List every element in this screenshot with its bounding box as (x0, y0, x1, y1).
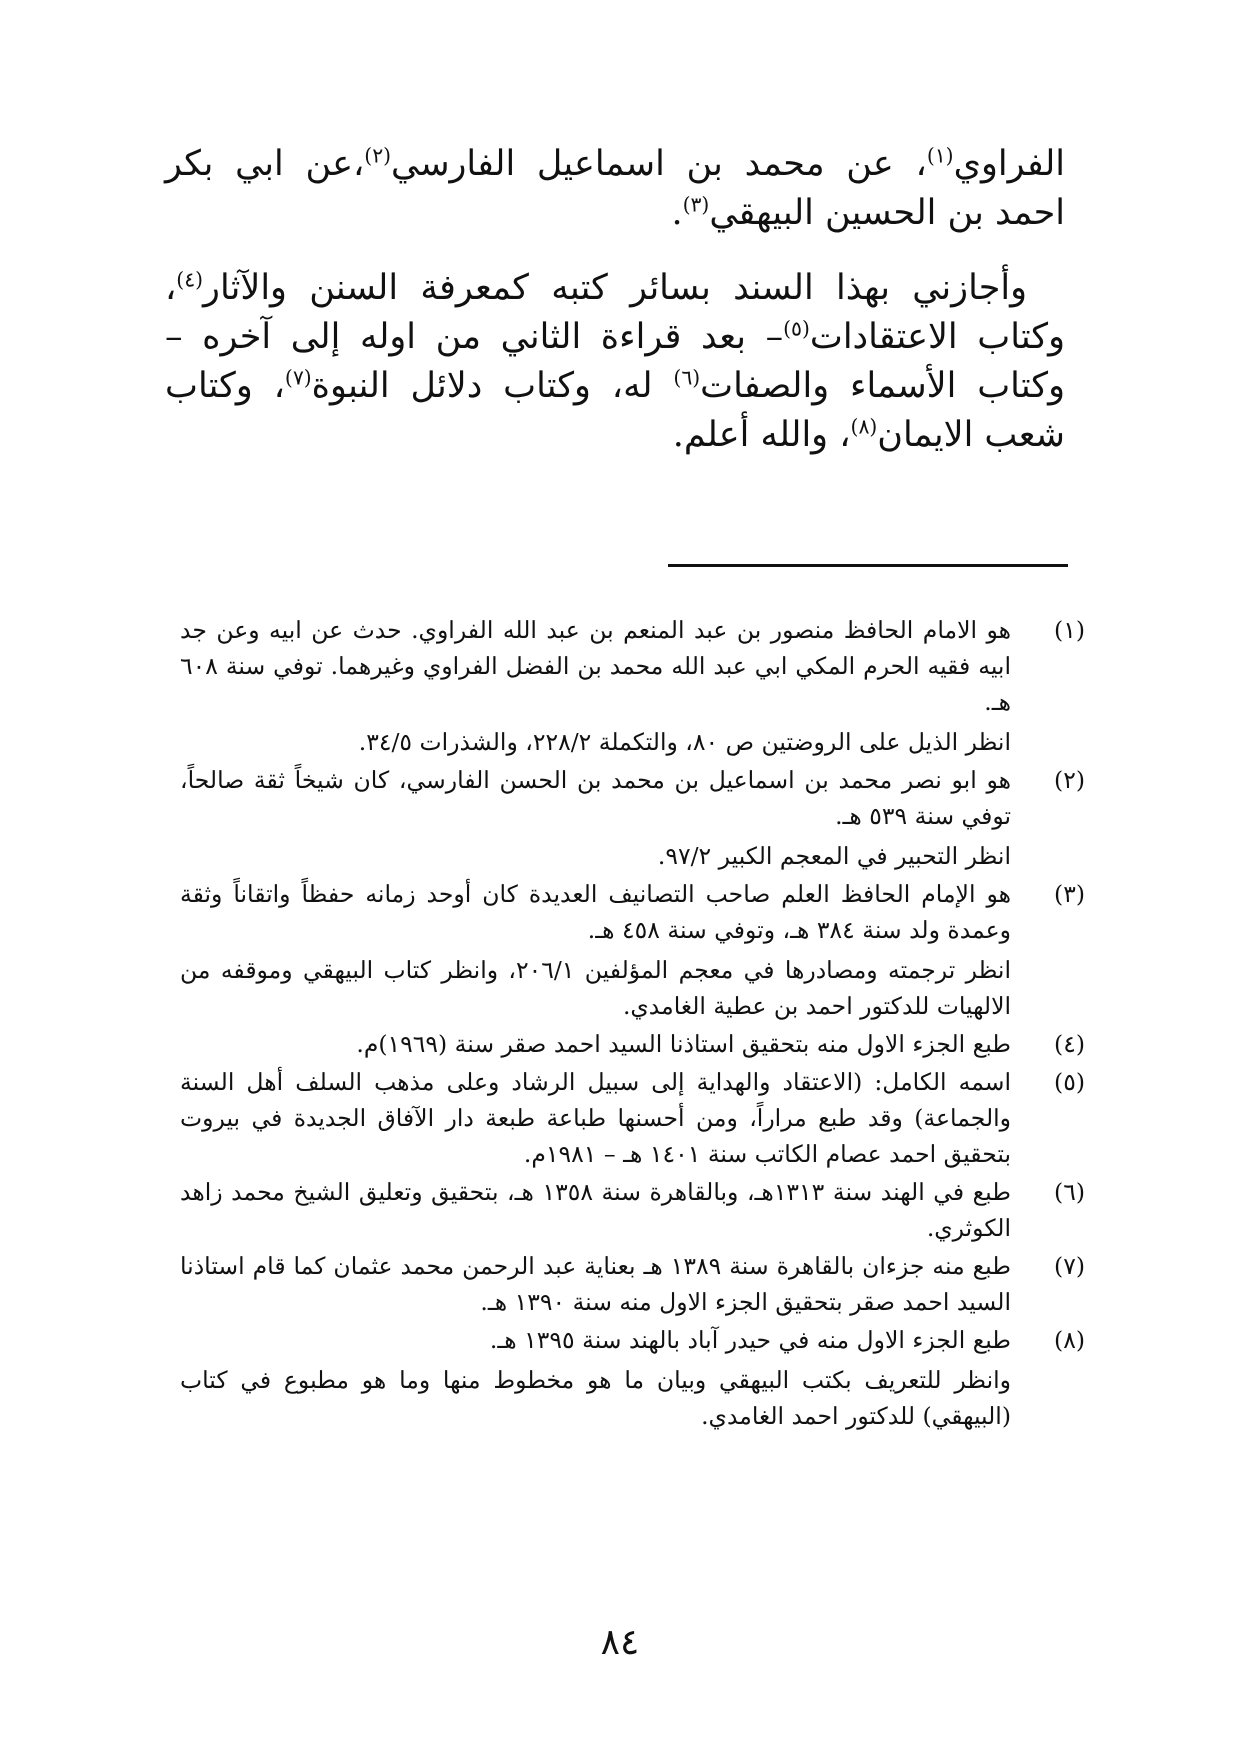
footnote-ref[interactable]: (٣) (682, 192, 710, 217)
footnote-item (180, 612, 1085, 760)
footnote-text: طبع الجزء الاول منه بتحقيق استاذنا السيد احمد صقر سنة (١٩٦٩)م. (356, 1030, 1011, 1058)
footnote-item (180, 1064, 1085, 1172)
footnote-ref[interactable]: (١) (926, 143, 954, 168)
footnote-number: (٢) (1054, 766, 1085, 794)
footnote-item (180, 762, 1085, 874)
footnote-ref[interactable]: (٦) (673, 365, 701, 390)
footnote-number: (٤) (1054, 1030, 1085, 1058)
footnote-number: (٧) (1054, 1252, 1085, 1280)
footnote-text: هو الإمام الحافظ العلم صاحب التصانيف العديدة كان أوحد زمانه حفظاً واتقاناً وثقة وعمدة ولد سنة ٣٨٤ هـ، وتوفي سنة ٤٥٨ هـ. (180, 880, 1011, 944)
footnote-ref[interactable]: (٧) (284, 365, 312, 390)
main-paragraph-2: وأجازني بهذا السند بسائر كتبه كمعرفة السنن والآثار$^{(٤)}$، وكتاب الاعتقادات$^{(٥)}$– بعد قراءة الثاني من اوله إلى آخره – وكتاب الأسماء والصفات$^{(٦)}$ له، وكتاب دلائل النبوة$^{(٧)}$، وكتاب شعب الايمان$^{(٨)}$، والله أعلم. (165, 267, 1066, 455)
footnote-text: هو ابو نصر محمد بن اسماعيل بن محمد بن الحسن الفارسي، كان شيخاً ثقة صالحاً، توفي سنة ٥٣٩ هـ. (180, 766, 1011, 830)
footnote-item (180, 1174, 1085, 1246)
footnote-ref[interactable]: (٢) (364, 143, 392, 168)
footnote-text: وانظر للتعريف بكتب البيهقي وبيان ما هو مخطوط منها وما هو مطبوع في كتاب (البيهقي) للدكتور احمد الغامدي. (180, 1366, 1011, 1430)
footnote-item (180, 1322, 1085, 1434)
footnote-text: طبع الجزء الاول منه في حيدر آباد بالهند سنة ١٣٩٥ هـ. (489, 1326, 1011, 1354)
footnote-ref[interactable]: (٨) (850, 414, 878, 439)
footnote-separator (668, 564, 1068, 567)
footnote-item (180, 876, 1085, 1024)
footnote-item (180, 1026, 1085, 1062)
main-text (165, 140, 1065, 460)
footnote-text: انظر التحبير في المعجم الكبير ٩٧/٢. (657, 842, 1011, 870)
footnote-item (180, 1248, 1085, 1320)
main-paragraph-1: الفراوي$^{(١)}$، عن محمد بن اسماعيل الفارسي$^{(٢)}$،عن ابي بكر احمد بن الحسين البيهقي$^{(٣)}$. (165, 143, 1066, 233)
footnote-text: انظر ترجمته ومصادرها في معجم المؤلفين ٢٠٦/١، وانظر كتاب البيهقي وموقفه من الالهيات للدكتور احمد بن عطية الغامدي. (180, 956, 1011, 1020)
footnote-text: اسمه الكامل: (الاعتقاد والهداية إلى سبيل الرشاد وعلى مذهب السلف أهل السنة والجماعة) وقد طبع مراراً، ومن أحسنها طباعة طبعة دار الآفاق الجديدة في بيروت بتحقيق احمد عصام الكاتب سنة ١٤٠١ هـ – ١٩٨١م. (180, 1068, 1011, 1168)
footnotes (180, 612, 1085, 1434)
footnote-number: (٥) (1054, 1068, 1085, 1096)
page-number: ٨٤ (600, 1622, 640, 1663)
footnote-ref[interactable]: (٤) (176, 267, 204, 292)
footnote-ref[interactable]: (٥) (783, 316, 810, 341)
footnote-text: طبع في الهند سنة ١٣١٣هـ، وبالقاهرة سنة ١٣٥٨ هـ، بتحقيق وتعليق الشيخ محمد زاهد الكوثري. (180, 1178, 1011, 1242)
footnote-number: (٦) (1054, 1178, 1085, 1206)
footnote-text: انظر الذيل على الروضتين ص ٨٠، والتكملة ٢٢٨/٢، والشذرات ٣٤/٥. (358, 728, 1011, 756)
footnote-number: (١) (1054, 616, 1085, 644)
footnote-text: هو الامام الحافظ منصور بن عبد المنعم بن عبد الله الفراوي. حدث عن ابيه وعن جد ابيه فقيه الحرم المكي ابي عبد الله محمد بن الفضل الفراوي وغيرهما. توفي سنة ٦٠٨ هـ. (180, 616, 1011, 716)
footnote-number: (٣) (1054, 880, 1085, 908)
footnote-text: طبع منه جزءان بالقاهرة سنة ١٣٨٩ هـ بعناية عبد الرحمن محمد عثمان كما قام استاذنا السيد احمد صقر بتحقيق الجزء الاول منه سنة ١٣٩٠ هـ. (180, 1252, 1011, 1316)
footnote-number: (٨) (1054, 1326, 1085, 1354)
